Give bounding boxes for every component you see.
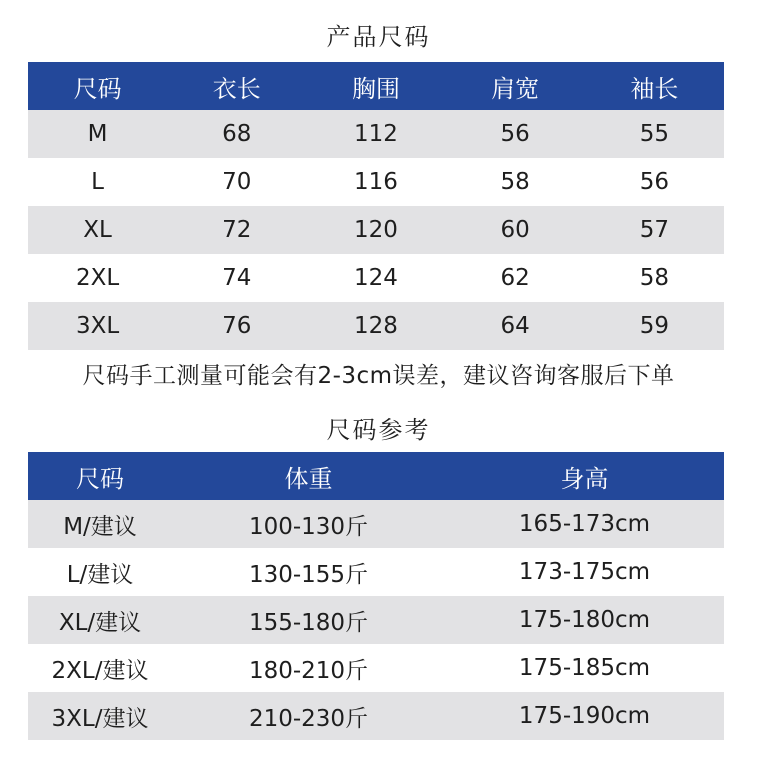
cell-height: 173-175cm [518,559,651,585]
cell-size: L/建议 [66,561,134,588]
cell-weight: 155-180斤 [248,609,369,636]
cell-sleeve: 59 [639,313,669,339]
cell-length: 68 [222,121,252,147]
header-size: 尺码 [76,464,124,493]
cell-size: XL/建议 [58,609,142,636]
cell-length: 74 [222,265,252,291]
cell-chest: 116 [354,169,398,195]
cell-size: M/建议 [63,513,137,540]
cell-size: 3XL [75,313,120,339]
cell-length: 70 [222,169,252,195]
table-row [28,254,724,302]
table-row [28,302,724,350]
ref-table-title: 尺码参考 [326,416,431,444]
cell-size: 3XL/建议 [51,705,149,732]
cell-length: 72 [222,217,252,243]
cell-shoulder: 56 [500,121,530,147]
table-row [28,644,724,692]
cell-size: L [91,169,104,195]
header-sleeve: 袖长 [630,74,679,103]
cell-chest: 124 [354,265,398,291]
table-row [28,692,724,740]
table-row [28,110,724,158]
cell-height: 165-173cm [518,511,651,537]
cell-chest: 120 [354,217,398,243]
reference-table-header [28,452,724,500]
cell-sleeve: 58 [639,265,669,291]
cell-chest: 128 [354,313,398,339]
header-chest: 胸围 [351,74,400,103]
cell-weight: 100-130斤 [248,513,369,540]
size-table-title: 产品尺码 [326,23,431,51]
cell-weight: 210-230斤 [248,705,369,732]
header-size: 尺码 [73,74,122,103]
table-row [28,500,724,548]
cell-sleeve: 57 [639,217,669,243]
cell-weight: 180-210斤 [248,657,369,684]
reference-table [28,452,724,740]
cell-chest: 112 [354,121,398,147]
header-height: 身高 [560,464,609,493]
cell-size: 2XL [75,265,120,291]
table-row [28,206,724,254]
cell-sleeve: 55 [639,121,669,147]
table-row [28,548,724,596]
cell-height: 175-190cm [518,703,651,729]
cell-shoulder: 60 [500,217,530,243]
cell-weight: 130-155斤 [248,561,369,588]
cell-length: 76 [222,313,252,339]
cell-size: 2XL/建议 [51,657,149,684]
header-shoulder: 肩宽 [491,74,540,103]
cell-height: 175-185cm [518,655,651,681]
cell-shoulder: 62 [500,265,530,291]
cell-shoulder: 64 [500,313,530,339]
header-length: 衣长 [212,74,261,103]
header-weight: 体重 [284,464,333,493]
cell-height: 175-180cm [518,607,651,633]
table-row [28,158,724,206]
table-row [28,596,724,644]
cell-size: XL [83,217,112,243]
cell-sleeve: 56 [639,169,669,195]
size-table [28,62,724,350]
cell-shoulder: 58 [500,169,530,195]
cell-size: M [87,121,108,147]
size-table-header [28,62,724,110]
measurement-note: 尺码手工测量可能会有2-3cm误差，建议咨询客服后下单 [82,363,675,389]
